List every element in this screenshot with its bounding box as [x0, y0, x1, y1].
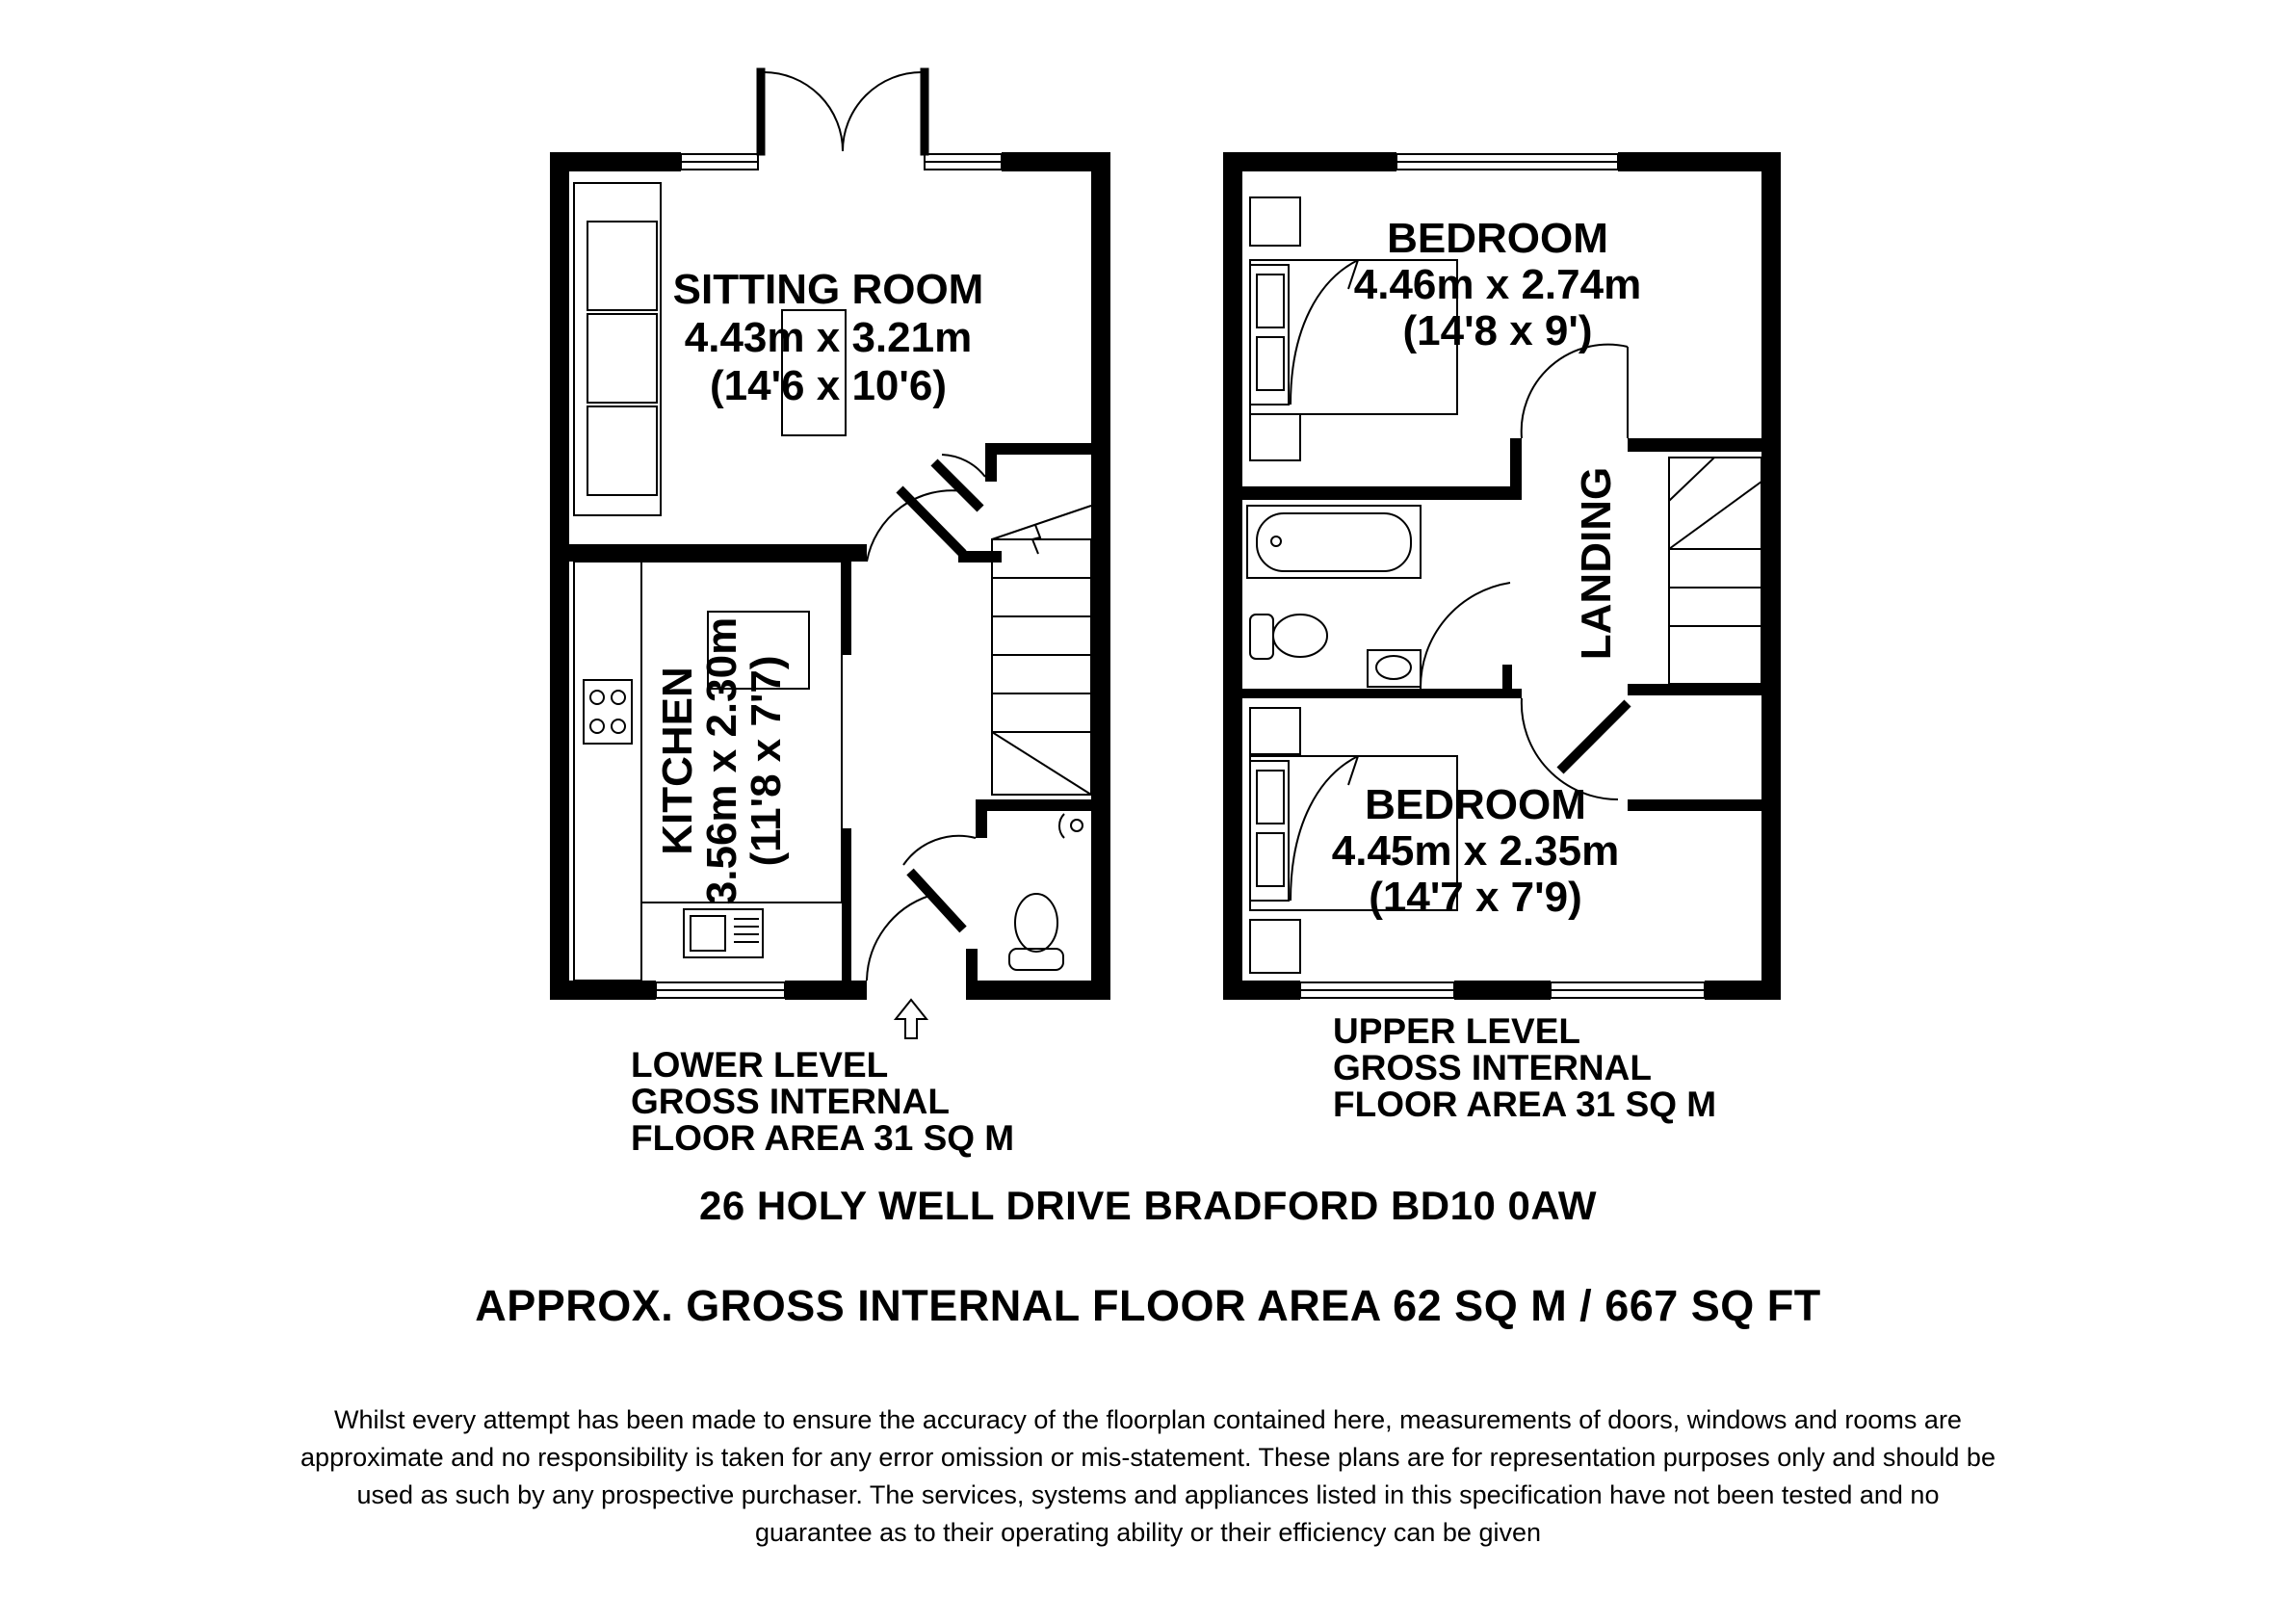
hob-icon [584, 680, 632, 744]
sitting-room-name: SITTING ROOM [672, 266, 984, 313]
upper-level-label-line-1: UPPER LEVEL [1333, 1011, 1580, 1051]
upper-level-label-line-3: FLOOR AREA 31 SQ M [1333, 1085, 1717, 1124]
landing-label: LANDING [1573, 466, 1620, 661]
disclaimer-line-2: approximate and no responsibility is taken for any error omission or mis-statement. These plans are for representation purposes only and should be [300, 1443, 1996, 1472]
toilet-icon-upper [1250, 615, 1327, 659]
lower-interior-doors[interactable] [867, 455, 985, 981]
upper-level-label-line-2: GROSS INTERNAL [1333, 1048, 1652, 1087]
staircase-icon [992, 506, 1091, 795]
disclaimer-line-3: used as such by any prospective purchaser. The services, systems and appliances listed in this specification have not been tested and no [356, 1480, 1940, 1509]
sitting-room-imperial: (14'6 x 10'6) [710, 362, 947, 409]
basin-icon-upper [1368, 650, 1421, 687]
bedroom-2-imperial: (14'7 x 7'9) [1369, 874, 1582, 921]
sink-icon [684, 909, 763, 957]
disclaimer-line-1: Whilst every attempt has been made to ensure the accuracy of the floorplan contained here, measurements of doors, windows and rooms are [334, 1405, 1962, 1434]
property-address: 26 HOLY WELL DRIVE BRADFORD BD10 0AW [698, 1183, 1598, 1228]
french-doors[interactable] [758, 69, 927, 154]
toilet-icon [1009, 894, 1063, 970]
bedroom-2-metric: 4.45m x 2.35m [1331, 827, 1620, 875]
staircase-icon-upper [1669, 458, 1761, 684]
bath-icon [1247, 506, 1421, 578]
sofa-icon [574, 183, 661, 515]
lower-level-label-line-2: GROSS INTERNAL [631, 1082, 950, 1121]
basin-icon [1059, 814, 1083, 838]
lower-level-label-line-1: LOWER LEVEL [631, 1045, 889, 1085]
lower-level-plan [550, 69, 1110, 1158]
bedroom-2-name: BEDROOM [1365, 781, 1586, 828]
bedroom-1-metric: 4.46m x 2.74m [1353, 261, 1642, 308]
lower-level-label-line-3: FLOOR AREA 31 SQ M [631, 1118, 1015, 1158]
kitchen-metric: 3.56m x 2.30m [698, 616, 745, 905]
bedroom-1-name: BEDROOM [1387, 215, 1608, 262]
upper-level-plan [1223, 152, 1781, 1124]
disclaimer-line-4: guarantee as to their operating ability or their efficiency can be given [755, 1518, 1541, 1547]
sitting-room-metric: 4.43m x 3.21m [684, 314, 973, 361]
kitchen-imperial: (11'8 x 7'7) [743, 655, 790, 867]
kitchen-name: KITCHEN [654, 667, 701, 855]
total-floor-area: APPROX. GROSS INTERNAL FLOOR AREA 62 SQ M / 667 SQ FT [475, 1281, 1821, 1330]
bedroom-1-imperial: (14'8 x 9') [1402, 307, 1593, 354]
disclaimer [193, 1401, 2103, 1552]
entrance-arrow-icon [896, 1000, 926, 1038]
